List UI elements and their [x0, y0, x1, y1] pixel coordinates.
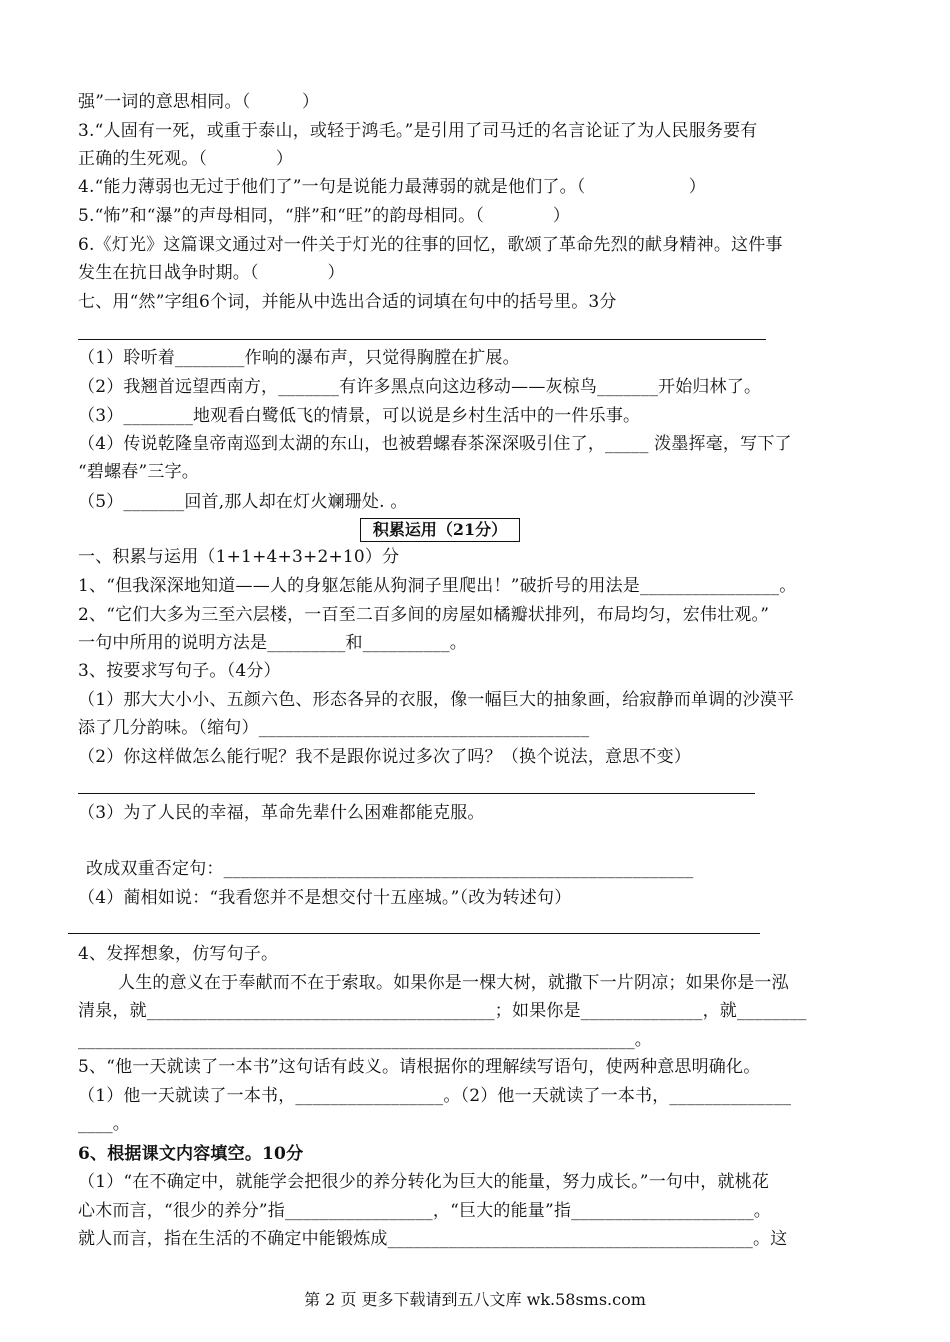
text-line: ________________________________________________________________。 — [78, 1030, 652, 1050]
text-line: （1）“在不确定中，就能学会把很少的养分转化为巨大的能量，努力成长。”一句中，就桃花 — [78, 1172, 770, 1192]
text-line: 就人而言，指在生活的不确定中能锻炼成__________________________________________。这 — [78, 1229, 788, 1249]
text-line: 3、按要求写句子。（4分） — [78, 661, 281, 681]
text-line: （5）_______回首,那人却在灯火斓珊处. 。 — [78, 492, 408, 512]
section-heading: 6、根据课文内容填空。10分 — [78, 1144, 304, 1164]
text-line: 2、“它们大多为三至六层楼，一百至二百多间的房屋如橘瓣状排列，布局均匀，宏伟壮观。” — [78, 605, 770, 625]
text-line: 一句中所用的说明方法是_________和__________。 — [78, 633, 467, 653]
page-footer: 第 2 页 更多下载请到五八文库 wk.58sms.com — [304, 1290, 646, 1309]
text-line: 6.《灯光》这篇课文通过对一件关于灯光的往事的回忆，歌颂了革命先烈的献身精神。这件事 — [78, 235, 783, 255]
text-line: 发生在抗日战争时期。（ ） — [78, 263, 345, 283]
text-line: （2）你这样做怎么能行呢？我不是跟你说过多次了吗？（换个说法，意思不变） — [78, 747, 692, 767]
section-title: 积累运用（21分） — [360, 518, 520, 542]
text-line: （3）为了人民的幸福，革命先辈什么困难都能克服。 — [78, 803, 485, 823]
text-line: 1、“但我深深地知道——人的身躯怎能从狗洞子里爬出！”破折号的用法是________________。 — [78, 576, 797, 596]
text-line: 4、发挥想象，仿写句子。 — [78, 944, 279, 964]
text-line: 强”一词的意思相同。（ ） — [78, 92, 320, 112]
text-line: 3.“人固有一死，或重于泰山，或轻于鸿毛。”是引用了司马迁的名言论证了为人民服务要有 — [78, 121, 758, 141]
text-line: 人生的意义在于奉献而不在于索取。如果你是一棵大树，就撒下一片阴凉；如果你是一泓 — [118, 973, 789, 993]
text-line: （1）那大大小小、五颜六色、形态各异的衣服，像一幅巨大的抽象画，给寂静而单调的沙漠平 — [78, 690, 795, 710]
text-line: 改成双重否定句：______________________________________________________ — [86, 859, 694, 879]
text-line: 七、用“然”字组6个词，并能从中选出合适的词填在句中的括号里。3分 — [78, 292, 617, 312]
text-line: ____。 — [78, 1114, 130, 1134]
text-line: （1）聆听着________作响的瀑布声，只觉得胸膛在扩展。 — [78, 348, 520, 368]
text-line: （2）我翘首远望西南方，_______有许多黑点向这边移动——灰椋鸟_______开始归林了。 — [78, 377, 762, 397]
text-line: 添了几分韵味。（缩句）______________________________________ — [78, 718, 590, 738]
text-line: 心木而言，“很少的养分”指_________________，“巨大的能量”指_____________________。 — [78, 1201, 771, 1221]
text-line: 5.“怖”和“瀑”的声母相同，“胖”和“旺”的韵母相同。（ ） — [78, 206, 571, 226]
text-line: 5、“他一天就读了一本书”这句话有歧义。请根据你的理解续写语句，使两种意思明确化。 — [78, 1057, 761, 1077]
text-line: （1）他一天就读了一本书，_________________。（2）他一天就读了一本书，______________ — [78, 1086, 792, 1106]
text-line: “碧螺春”三字。 — [78, 462, 199, 482]
text-line: （4）传说乾隆皇帝南巡到太湖的东山，也被碧螺春茶深深吸引住了，_____ 泼墨挥毫，写下了 — [78, 434, 792, 454]
answer-line — [78, 793, 755, 794]
text-line: （3）________地观看白鹭低飞的情景，可以说是乡村生活中的一件乐事。 — [78, 406, 641, 426]
text-line: 一、积累与运用（1+1+4+3+2+10）分 — [78, 547, 400, 567]
text-line: 正确的生死观。（ ） — [78, 149, 294, 169]
text-line: （4）蔺相如说：“我看您并不是想交付十五座城。”（改为转述句） — [78, 888, 572, 908]
text-line: 4.“能力薄弱也无过于他们了”一句是说能力最薄弱的就是他们了。（ ） — [78, 177, 706, 197]
text-line: 清泉，就________________________________________；如果你是______________，就________ — [78, 1001, 807, 1021]
answer-line — [78, 339, 766, 340]
answer-line — [68, 933, 760, 934]
